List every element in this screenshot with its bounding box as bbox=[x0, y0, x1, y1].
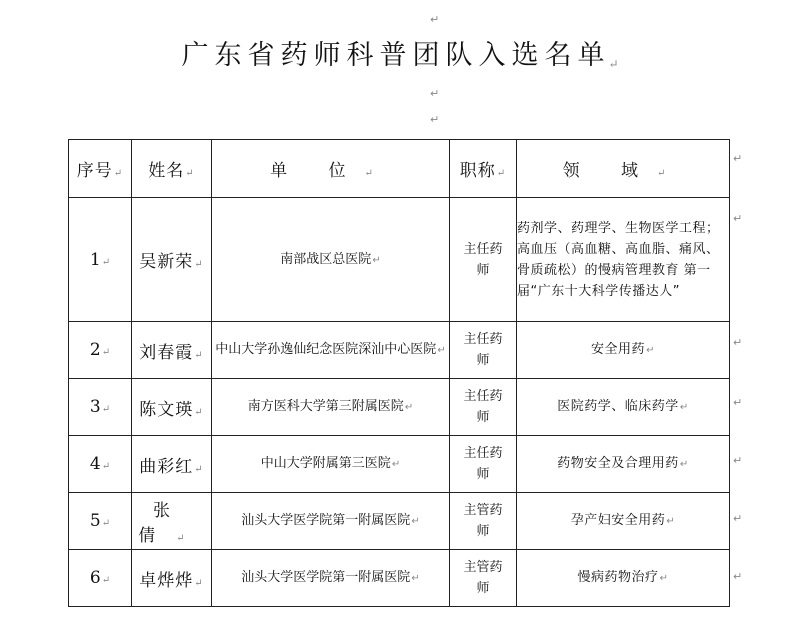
document-title bbox=[0, 36, 800, 80]
row-job-title: 主任药师 bbox=[450, 198, 517, 322]
row-end-mark: ↵ bbox=[733, 212, 743, 225]
row-unit: 南部战区总医院↵ bbox=[212, 198, 450, 322]
table-row bbox=[69, 493, 730, 550]
paragraph-mark: ↵ bbox=[608, 57, 619, 71]
row-index: 6↵ bbox=[69, 550, 132, 607]
row-unit: 南方医科大学第三附属医院↵ bbox=[212, 379, 450, 436]
header-index: 序号↵ bbox=[69, 140, 132, 198]
row-end-mark: ↵ bbox=[733, 570, 743, 583]
row-name: 曲彩红↵ bbox=[132, 436, 212, 493]
row-name: 陈文瑛↵ bbox=[132, 379, 212, 436]
row-index: 1↵ bbox=[69, 198, 132, 322]
row-end-mark: ↵ bbox=[733, 152, 743, 165]
row-job-title: 主任药师 bbox=[450, 436, 517, 493]
row-field: 医院药学、临床药学↵ bbox=[517, 379, 730, 436]
paragraph-mark: ↵ bbox=[430, 13, 440, 26]
title-text: 广东省药师科普团队入选名单 bbox=[181, 40, 611, 71]
table-row bbox=[69, 322, 730, 379]
row-unit: 中山大学孙逸仙纪念医院深汕中心医院↵ bbox=[212, 322, 450, 379]
roster-table bbox=[68, 139, 730, 607]
header-unit: 单 位↵ bbox=[212, 140, 450, 198]
row-name: 刘春霞↵ bbox=[132, 322, 212, 379]
table-row bbox=[69, 379, 730, 436]
table-row bbox=[69, 550, 730, 607]
row-job-title: 主任药师 bbox=[450, 322, 517, 379]
row-end-mark: ↵ bbox=[733, 336, 743, 349]
row-index: 5↵ bbox=[69, 493, 132, 550]
row-end-mark: ↵ bbox=[733, 512, 743, 525]
row-unit: 汕头大学医学院第一附属医院↵ bbox=[212, 550, 450, 607]
row-field: 药物安全及合理用药↵ bbox=[517, 436, 730, 493]
row-index: 3↵ bbox=[69, 379, 132, 436]
row-index: 4↵ bbox=[69, 436, 132, 493]
row-end-mark: ↵ bbox=[733, 396, 743, 409]
header-job-title: 职称↵ bbox=[450, 140, 517, 198]
row-name: 张 倩↵ bbox=[132, 493, 212, 550]
row-job-title: 主任药师 bbox=[450, 379, 517, 436]
row-job-title: 主管药师 bbox=[450, 550, 517, 607]
row-field: 孕产妇安全用药↵ bbox=[517, 493, 730, 550]
row-name: 吴新荣↵ bbox=[132, 198, 212, 322]
row-field: 慢病药物治疗↵ bbox=[517, 550, 730, 607]
row-name: 卓烨烨↵ bbox=[132, 550, 212, 607]
header-field: 领 域↵ bbox=[517, 140, 730, 198]
row-end-mark: ↵ bbox=[733, 454, 743, 467]
row-index: 2↵ bbox=[69, 322, 132, 379]
row-unit: 汕头大学医学院第一附属医院↵ bbox=[212, 493, 450, 550]
row-field: 药剂学、药理学、生物医学工程；高血压（高血糖、高血脂、痛风、骨质疏松）的慢病管理教育 第一届“广东十大科学传播达人” bbox=[517, 198, 730, 322]
row-job-title: 主管药师 bbox=[450, 493, 517, 550]
header-name: 姓名↵ bbox=[132, 140, 212, 198]
paragraph-mark: ↵ bbox=[430, 87, 440, 100]
paragraph-mark: ↵ bbox=[430, 113, 440, 126]
row-unit: 中山大学附属第三医院↵ bbox=[212, 436, 450, 493]
row-field: 安全用药↵ bbox=[517, 322, 730, 379]
table-row bbox=[69, 436, 730, 493]
table-row bbox=[69, 198, 730, 322]
table-header-row bbox=[69, 140, 730, 198]
